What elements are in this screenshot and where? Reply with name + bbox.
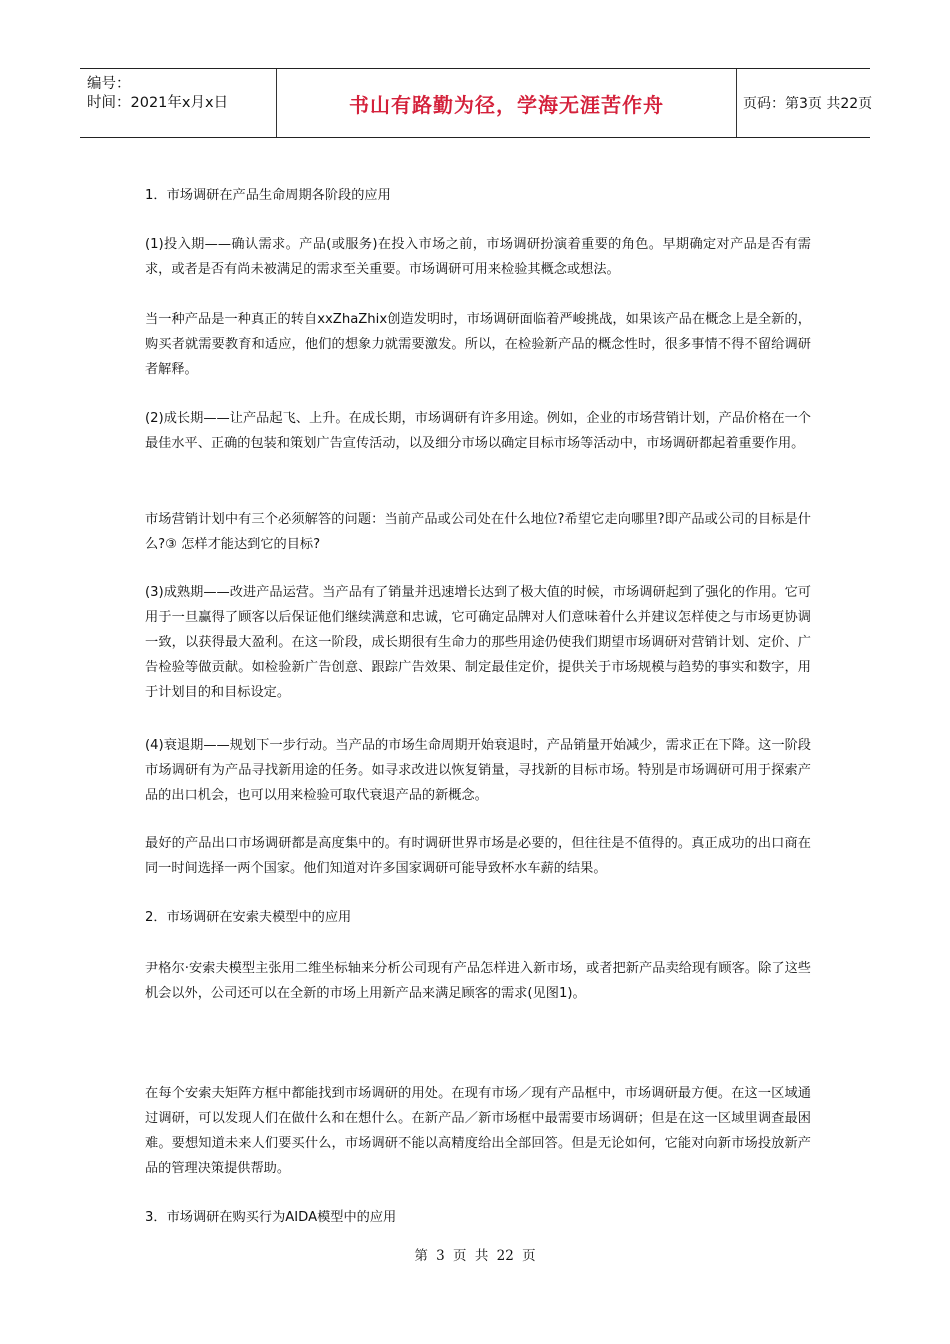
- header-motto-cell: [277, 69, 737, 137]
- page-header: [80, 68, 873, 138]
- body-paragraph: 市场营销计划中有三个必须解答的问题：当前产品或公司处在什么地位?希望它走向哪里?即产品或公司的目标是什么?③ 怎样才能达到它的目标?: [145, 512, 811, 552]
- page-footer: 第 3 页 共 22 页: [414, 1248, 536, 1264]
- document-number-label: 编号：: [87, 76, 131, 92]
- body-paragraph: 尹格尔·安索夫模型主张用二维坐标轴来分析公司现有产品怎样进入新市场，或者把新产品卖给现有顾客。除了这些机会以外，公司还可以在全新的市场上用新产品来满足顾客的需求(见图1)。: [145, 961, 811, 1001]
- section-heading-1: 1．市场调研在产品生命周期各阶段的应用: [145, 188, 391, 203]
- body-paragraph: 最好的产品出口市场调研都是高度集中的。有时调研世界市场是必要的，但往往是不值得的。真正成功的出口商在同一时间选择一两个国家。他们知道对许多国家调研可能导致杯水车薪的结果。: [145, 836, 811, 876]
- section-heading-3: 3．市场调研在购买行为AIDA模型中的应用: [145, 1210, 397, 1225]
- section-heading-2: 2．市场调研在安索夫模型中的应用: [145, 910, 352, 925]
- motto-text: 书山有路勤为径，学海无涯苦作舟: [349, 92, 664, 117]
- body-paragraph: (2)成长期——让产品起飞、上升。在成长期，市场调研有许多用途。例如，企业的市场营销计划，产品价格在一个最佳水平、正确的包装和策划广告宣传活动，以及细分市场以确定目标市场等活动中，市场调研都起着重要作用。: [145, 411, 811, 451]
- body-paragraph: (4)衰退期——规划下一步行动。当产品的市场生命周期开始衰退时，产品销量开始减少，需求正在下降。这一阶段市场调研有为产品寻找新用途的任务。如寻求改进以恢复销量，寻找新的目标市场。特别是市场调研可用于探索产品的出口机会，也可以用来检验可取代衰退产品的新概念。: [145, 738, 811, 803]
- document-time-label: 时间：2021年x月x日: [87, 95, 229, 111]
- body-paragraph: (1)投入期——确认需求。产品(或服务)在投入市场之前，市场调研扮演着重要的角色。早期确定对产品是否有需求，或者是否有尚未被满足的需求至关重要。市场调研可用来检验其概念或想法。: [145, 237, 811, 277]
- body-paragraph: 当一种产品是一种真正的转自xxZhaZhix创造发明时，市场调研面临着严峻挑战，如果该产品在概念上是全新的，购买者就需要教育和适应，他们的想象力就需要激发。所以，在检验新产品的概念性时，很多事情不得不留给调研者解释。: [145, 312, 811, 377]
- body-paragraph: (3)成熟期——改进产品运营。当产品有了销量并迅速增长达到了极大值的时候，市场调研起到了强化的作用。它可用于一旦赢得了顾客以后保证他们继续满意和忠诚，它可确定品牌对人们意味着什么并建议怎样使之与市场更协调一致，以获得最大盈利。在这一阶段，成长期很有生命力的那些用途仍使我们期望市场调研对营销计划、定价、广告检验等做贡献。如检验新广告创意、跟踪广告效果、制定最佳定价，提供关于市场规模与趋势的事实和数字，用于计划目的和目标设定。: [145, 585, 811, 700]
- header-info-cell: [80, 69, 277, 137]
- body-paragraph: 在每个安索夫矩阵方框中都能找到市场调研的用处。在现有市场／现有产品框中，市场调研最方便。在这一区域通过调研，可以发现人们在做什么和在想什么。在新产品／新市场框中最需要市场调研；但是在这一区域里调查最困难。要想知道未来人们要买什么，市场调研不能以高精度给出全部回答。但是无论如何，它能对向新市场投放新产品的管理决策提供帮助。: [145, 1086, 811, 1176]
- header-page-number: 页码：第3页 共22页: [743, 96, 873, 112]
- header-page-cell: [737, 69, 873, 137]
